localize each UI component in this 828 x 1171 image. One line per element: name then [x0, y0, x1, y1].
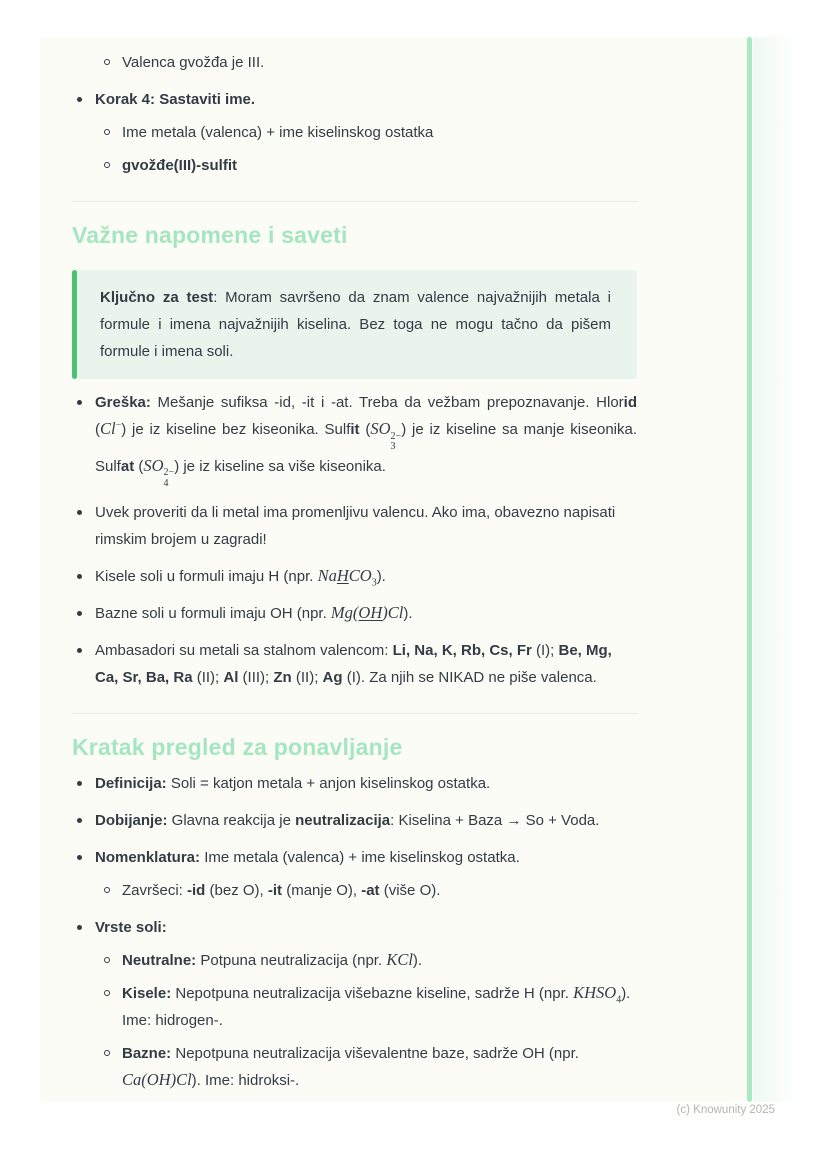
document-content	[40, 37, 750, 1094]
sub-superscript	[391, 432, 402, 453]
circle-bullet-icon	[104, 990, 110, 996]
formula-part: CO	[348, 566, 372, 585]
circle-bullet-icon	[104, 1050, 110, 1056]
disc-bullet-icon	[77, 781, 82, 786]
list-item-text	[95, 919, 167, 936]
text-run: : Kiselina + Baza → So + Voda.	[390, 812, 600, 829]
circle-bullet-icon	[104, 59, 110, 65]
text-run: (I);	[531, 642, 559, 659]
list-item-text	[95, 849, 520, 866]
bullet-list	[72, 389, 637, 691]
bullet-list	[72, 49, 637, 179]
list-item-text	[122, 157, 237, 174]
text-run: Nepotpuna neutralizacija višebazne kiseline, sadrže H (npr.	[171, 985, 574, 1002]
green-accent-line	[747, 37, 752, 1102]
list-item-text	[95, 566, 386, 589]
list-item	[72, 914, 637, 941]
formula-part: SO	[370, 419, 391, 438]
list-item	[72, 49, 637, 76]
chemical-formula	[386, 950, 413, 969]
list-item	[72, 807, 637, 834]
disc-bullet-icon	[77, 818, 82, 823]
chemical-formula	[100, 419, 121, 438]
text-run: (I). Za njih se NIKAD ne piše valenca.	[342, 669, 597, 686]
text-run: Greška:	[95, 394, 151, 411]
superscript: −	[115, 419, 122, 431]
text-run: (manje O),	[282, 882, 362, 899]
text-run: at	[120, 457, 135, 475]
text-run: it	[350, 421, 360, 438]
text-run: ). Ime: hidrogen-.	[122, 985, 631, 1029]
text-run: Valenca gvožđa je III.	[122, 54, 265, 71]
list-item	[72, 389, 637, 489]
text-run: -it	[267, 882, 283, 899]
list-item	[72, 152, 637, 179]
text-run: -id	[187, 882, 206, 899]
list-item-text	[122, 1045, 579, 1089]
list-item	[72, 119, 637, 146]
text-run: ) je iz kiseline bez kiseonika. Sulf	[121, 421, 351, 438]
text-run: (II);	[192, 669, 224, 686]
text-run: gvožđe(III)-sulfit	[122, 157, 237, 174]
section-divider	[72, 201, 637, 202]
list-item-text	[95, 504, 615, 548]
section-divider	[72, 713, 637, 714]
circle-bullet-icon	[104, 887, 110, 893]
list-item	[72, 980, 637, 1034]
text-run: Soli = katjon metala + anjon kiselinskog ostatka.	[166, 775, 491, 792]
text-run: (II);	[291, 669, 323, 686]
text-run: (	[134, 457, 144, 475]
disc-bullet-icon	[77, 400, 82, 405]
circle-bullet-icon	[104, 129, 110, 135]
text-run: Vrste soli:	[95, 919, 167, 936]
list-item-text	[95, 605, 413, 622]
list-item	[72, 844, 637, 871]
formula-part: OH	[358, 603, 383, 622]
list-item	[72, 1040, 637, 1094]
list-item-text	[95, 812, 599, 829]
text-run: Glavna reakcija je	[167, 812, 296, 829]
disc-bullet-icon	[77, 97, 82, 102]
text-run: Završeci:	[122, 882, 188, 899]
text-run: Al	[223, 669, 239, 686]
formula-part: Ca(OH)Cl	[122, 1070, 192, 1089]
text-run: Li, Na, K, Rb, Cs, Fr	[392, 642, 532, 659]
text-run: (	[359, 421, 371, 438]
subscript: 3	[390, 441, 396, 452]
text-run: (III);	[238, 669, 274, 686]
callout-text	[100, 284, 611, 365]
text-run: (	[95, 421, 100, 438]
list-item-text	[122, 54, 264, 71]
document-card	[40, 37, 750, 1102]
list-item	[72, 86, 637, 113]
text-run: (više O).	[379, 882, 441, 899]
superscript: 2−	[163, 467, 175, 478]
list-item-text	[95, 394, 637, 489]
text-run: Korak 4: Sastaviti ime.	[95, 91, 256, 108]
list-item-text	[122, 882, 440, 899]
list-item	[72, 499, 637, 553]
chemical-formula	[331, 603, 403, 622]
text-run: Ključno za test	[100, 289, 214, 306]
text-run: Kisele:	[122, 985, 172, 1002]
text-run: Nepotpuna neutralizacija viševalentne baze, sadrže OH (npr.	[171, 1045, 579, 1062]
list-item	[72, 600, 637, 627]
list-item-text	[122, 985, 630, 1029]
text-run: (bez O),	[205, 882, 268, 899]
list-item	[72, 947, 637, 974]
circle-bullet-icon	[104, 957, 110, 963]
key-callout	[72, 270, 637, 379]
list-item-text	[122, 124, 433, 141]
list-item-text	[95, 642, 612, 686]
text-run: ). Ime: hidroksi-.	[191, 1072, 300, 1089]
chemical-formula	[573, 983, 622, 1006]
text-run: Definicija:	[95, 775, 167, 792]
text-run: Be, Mg, Ca, Sr, Ba, Ra	[95, 642, 612, 686]
text-run: Ambasadori su metali sa stalnom valencom:	[95, 642, 393, 659]
formula-part: H	[336, 566, 349, 585]
text-run: ).	[412, 952, 423, 969]
formula-part: Mg(	[330, 603, 359, 622]
superscript: 2−	[390, 430, 402, 442]
chemical-formula	[370, 419, 402, 452]
disc-bullet-icon	[77, 574, 82, 579]
text-run: Kisele soli u formuli imaju H (npr.	[95, 568, 318, 585]
text-run: Bazne soli u formuli imaju OH (npr.	[95, 605, 331, 622]
text-run: Potpuna neutralizacija (npr.	[196, 952, 387, 969]
chemical-formula	[122, 1070, 192, 1089]
side-strip	[753, 37, 800, 1102]
list-item	[72, 877, 637, 904]
text-run: ) je iz kiseline sa manje kiseonika. Sulf	[95, 421, 637, 475]
formula-part: KHSO	[573, 983, 617, 1002]
text-run: Ime metala (valenca) + ime kiselinskog ostatka	[122, 124, 434, 141]
disc-bullet-icon	[77, 855, 82, 860]
text-run: Bazne:	[122, 1045, 172, 1062]
text-run: Uvek proveriti da li metal ima promenljivu valencu. Ako ima, obavezno napisati rimskim brojem u zagradi!	[95, 504, 616, 548]
disc-bullet-icon	[77, 925, 82, 930]
text-run: : Moram savršeno da znam valence najvažnijih metala i formule i imena najvažnijih kiselina. Bez toga ne mogu tačno da pišem formule i imena soli.	[100, 289, 611, 360]
text-run: ).	[403, 605, 413, 622]
section-heading: Kratak pregled za ponavljanje	[72, 734, 403, 760]
callout-accent-bar	[72, 270, 77, 379]
list-item	[72, 563, 637, 590]
text-run: Nomenklatura:	[95, 849, 201, 866]
text-run: neutralizacija	[295, 812, 391, 829]
text-run: -at	[361, 882, 380, 899]
disc-bullet-icon	[77, 611, 82, 616]
formula-part: Cl	[100, 419, 116, 438]
sub-superscript	[164, 468, 175, 489]
list-item-text	[95, 91, 255, 108]
list-item-text	[95, 775, 490, 792]
disc-bullet-icon	[77, 510, 82, 515]
text-run: Neutralne:	[122, 952, 197, 969]
text-run: ) je iz kiseline sa više kiseonika.	[174, 457, 386, 475]
circle-bullet-icon	[104, 162, 110, 168]
formula-part: Na	[317, 566, 337, 585]
footer-credit: (c) Knowunity 2025	[676, 1104, 775, 1116]
text-run: Zn	[273, 669, 292, 686]
subscript: 4	[163, 477, 169, 489]
list-item	[72, 637, 637, 691]
subscript: 3	[371, 577, 377, 589]
text-run: Mešanje sufiksa -id, -it i -at. Treba da vežbam prepoznavanje. Hlor	[150, 394, 624, 411]
text-run: Ag	[322, 669, 343, 686]
text-run: ).	[376, 568, 386, 585]
list-item	[72, 770, 637, 797]
chemical-formula	[143, 455, 175, 489]
text-run: id	[623, 394, 637, 411]
list-item-text	[122, 952, 422, 969]
formula-part: )Cl	[382, 603, 404, 622]
section-heading: Važne napomene i saveti	[72, 222, 348, 248]
text-run: Ime metala (valenca) + ime kiselinskog ostatka.	[200, 849, 520, 866]
subscript: 4	[616, 994, 622, 1006]
formula-part: SO	[143, 455, 164, 475]
formula-part: KCl	[386, 950, 413, 969]
chemical-formula	[317, 566, 377, 589]
bullet-list	[72, 770, 637, 1094]
text-run: Dobijanje:	[95, 812, 168, 829]
disc-bullet-icon	[77, 648, 82, 653]
